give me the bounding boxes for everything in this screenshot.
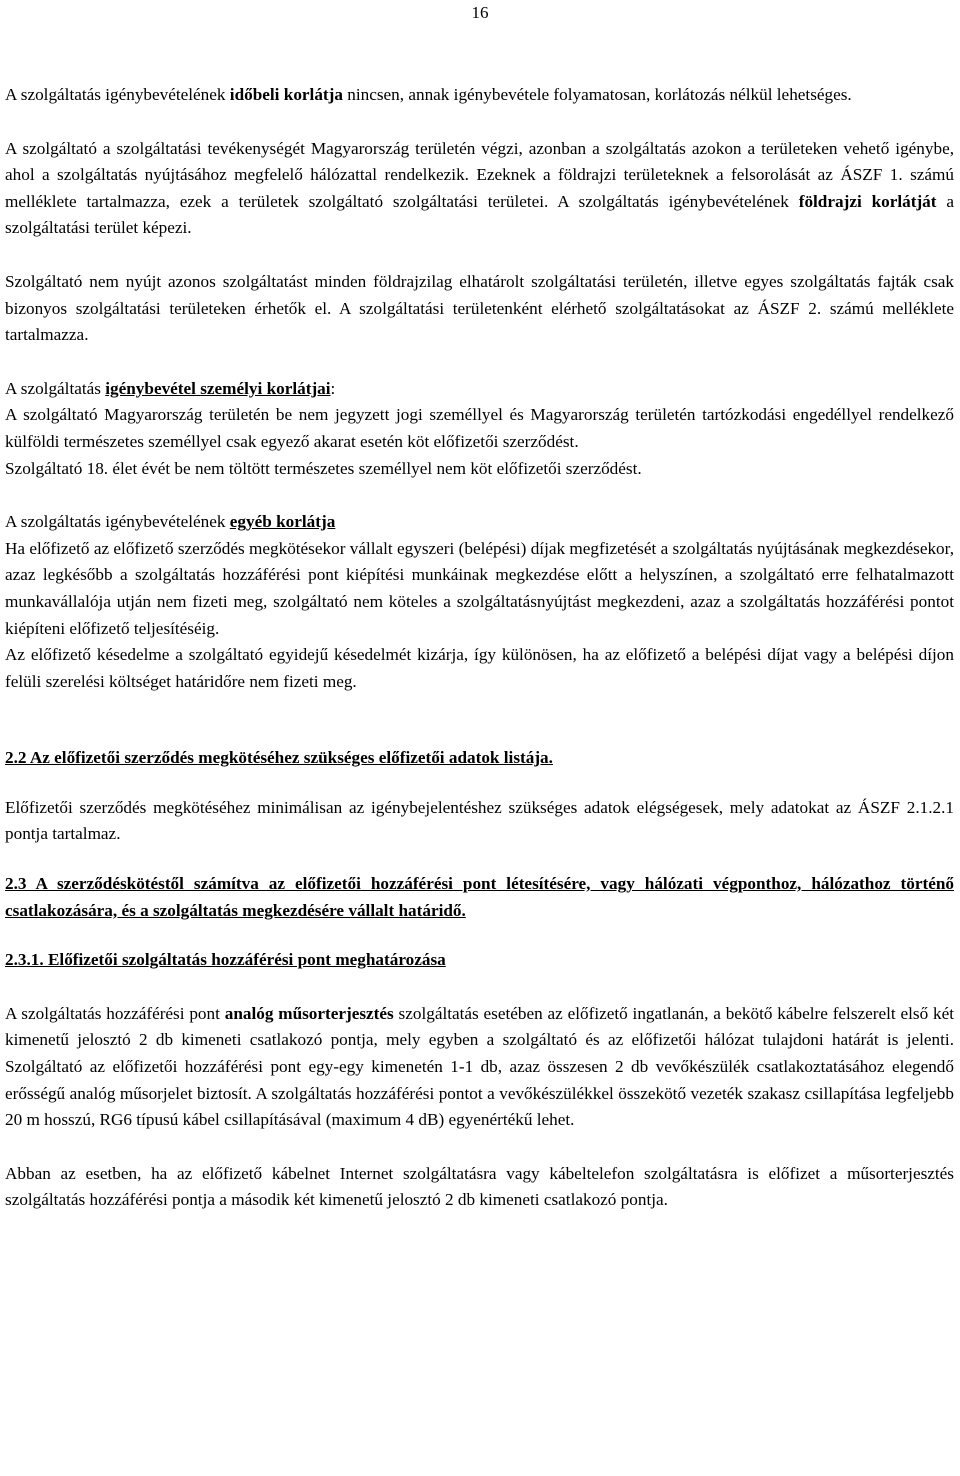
bold-underlined-text: egyéb korlátja <box>229 512 336 532</box>
bold-text: analóg műsorterjesztés <box>224 1003 394 1023</box>
section-heading-2-3-1 <box>5 947 954 974</box>
heading-text: 2.3 A szerződéskötéstől számítva az előfizetői hozzáférési pont létesítésére, vagy hálózati végponthoz, hálózathoz történő csatlakozására, és a szolgáltatás megkezdésére vállalt határidő. <box>5 874 954 920</box>
paragraph-other-limits-delay: Az előfizető késedelme a szolgáltató egyidejű késedelmét kizárja, így különösen, ha az előfizető a belépési díjat vagy a belépési díjon felüli szerelési költséget határidőre nem fizeti meg. <box>5 645 954 691</box>
paragraph-geographic-limit <box>5 136 954 242</box>
paragraph-personal-limits-title <box>5 376 954 403</box>
paragraph-subscriber-data: Előfizetői szerződés megkötéséhez minimálisan az igénybejelentéshez szükséges adatok elégségesek, mely adatokat az ÁSZF 2.1.2.1 pontja tartalmaz. <box>5 797 954 844</box>
bold-text: földrajzi korlátját <box>798 191 937 211</box>
text: A szolgáltatás igénybevételének <box>5 85 230 104</box>
paragraph-other-limits-body: Ha előfizető az előfizető szerződés megkötésekor vállalt egyszeri (belépési) díjak megfizetését a szolgáltatás nyújtásának megkezdésekor, azaz legkésőbb a szolgáltatás hozzáférési pont kiépítési munkáinak megkezdése előtt a helyszínen, a szolgáltató erre felhatalmazott munkavállalója utján nem fizeti meg, szolgáltató nem köteles a szolgáltatásnyújtást megkezdeni, azaz a szolgáltatás hozzáférési pontot kiépíteni előfizető teljesítéséig. <box>5 538 954 638</box>
bold-text: időbeli korlátja <box>229 85 343 104</box>
paragraph-personal-limits-body: A szolgáltató Magyarország területén be nem jegyzett jogi személlyel és Magyarország területén tartózkodási engedéllyel rendelkező külföldi természetes személlyel csak egyező akarat esetén köt előfizetői szerződést. <box>5 405 954 451</box>
heading-text: 2.3.1. Előfizetői szolgáltatás hozzáférési pont meghatározása <box>5 950 446 970</box>
text: A szolgáltató a szolgáltatási tevékenységét Magyarország területén végzi, azonban a szolgáltatás azokon a területeken vehető igénybe, ahol a szolgáltatás nyújtásához megfelelő hálózattal rendelkezik. Ezeknek a földrajzi területeknek a felsorolását az ÁSZF 1. számú melléklete tartalmazza, ezek a területek szolgáltató szolgáltatási területei. A szolgáltatás igénybevételének <box>5 138 954 211</box>
paragraph-personal-limits-age: Szolgáltató 18. élet évét be nem töltött természetes személlyel nem köt előfizetői szerződést. <box>5 458 642 478</box>
paragraph-internet-case: Abban az esetben, ha az előfizető kábelnet Internet szolgáltatásra vagy kábeltelefon szolgáltatásra is előfizet a műsorterjesztés szolgáltatás hozzáférési pontja a második két kimenetű jelosztó 2 db kimeneti csatlakozó pontja. <box>5 1163 954 1210</box>
paragraph-service-areas: Szolgáltató nem nyújt azonos szolgáltatást minden földrajzilag elhatárolt szolgáltatási területén, illetve egyes szolgáltatás fajták csak bizonyos szolgáltatási területeken érhetők el. A szolgáltatási területenként elérhető szolgáltatásokat az ÁSZF 2. számú melléklete tartalmazza. <box>5 271 954 345</box>
text: A szolgáltatás igénybevételének <box>5 512 230 532</box>
text: a szolgáltatási terület képezi. <box>5 191 954 238</box>
bold-underlined-text: igénybevétel személyi korlátjai <box>105 378 331 398</box>
paragraph-time-limit <box>5 82 954 109</box>
text: : <box>330 378 336 398</box>
section-heading-2-3 <box>5 871 954 924</box>
text: A szolgáltatás <box>5 378 106 398</box>
text: szolgáltatás esetében az előfizető ingatlanán, a bekötő kábelre felszerelt első két kimenetű jelosztó 2 db kimeneti csatlakozó pontja, mely egyben a szolgáltató és az előfizetői hálózat tulajdoni határát is jelenti. Szolgáltató az előfizetői hozzáférési pont egy-egy kimenetén 1-1 db, azaz összesen 2 db vevőkészülék csatlakoztatásához elegendő erősségű analóg műsorjelet biztosít. A szolgáltatás hozzáférési pontot a vevőkészülékkel összekötő vezeték szakasz csillapítása legfeljebb 20 m hosszú, RG6 típusú kábel csillapításával (maximum 4 dB) egyenértékű lehet. <box>5 1003 954 1130</box>
section-heading-2-2 <box>5 745 954 772</box>
text: nincsen, annak igénybevétele folyamatosan, korlátozás nélkül lehetséges. <box>342 85 852 104</box>
text: A szolgáltatás hozzáférési pont <box>5 1003 225 1023</box>
paragraph-other-limits-title <box>5 509 954 536</box>
paragraph-access-point <box>5 1001 954 1134</box>
heading-text: 2.2 Az előfizetői szerződés megkötéséhez szükséges előfizetői adatok listája. <box>5 748 553 768</box>
page-number: 16 <box>471 3 489 22</box>
document-body <box>5 82 954 1214</box>
